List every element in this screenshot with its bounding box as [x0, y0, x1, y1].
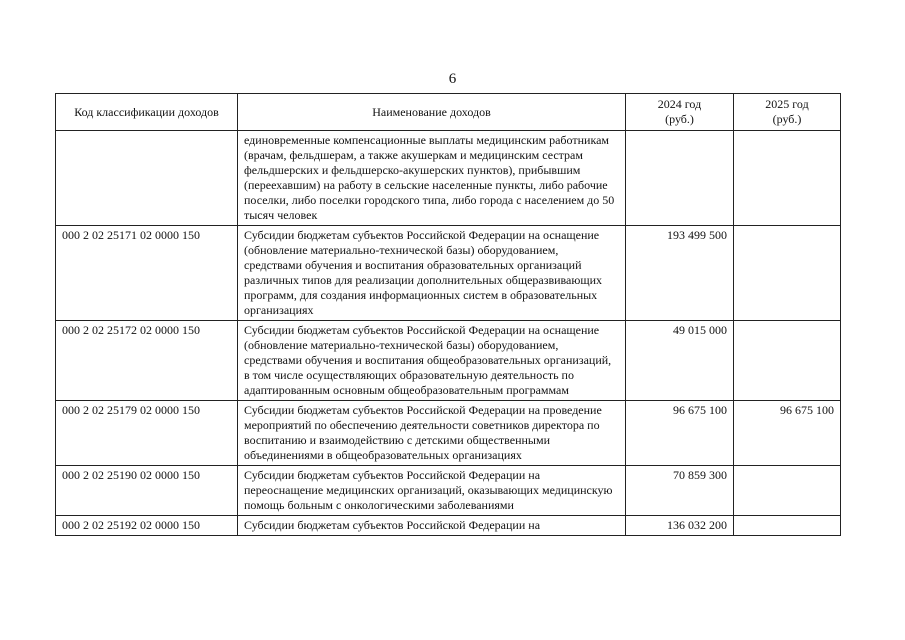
- header-2024: [626, 94, 734, 131]
- revenue-table: [55, 93, 841, 536]
- row-amount-2025: [734, 321, 841, 401]
- row-amount-2025: [734, 516, 841, 536]
- table-row: [56, 401, 841, 466]
- table-row: [56, 321, 841, 401]
- row-amount-2024: 136 032 200: [626, 516, 734, 536]
- row-amount-2025: [734, 226, 841, 321]
- table-row: [56, 516, 841, 536]
- table-header-row: [56, 94, 841, 131]
- header-name: Наименование доходов: [238, 94, 626, 131]
- row-code: 000 2 02 25172 02 0000 150: [56, 321, 238, 401]
- row-amount-2025: [734, 131, 841, 226]
- row-name: Субсидии бюджетам субъектов Российской Федерации на оснащение (обновление материально-технической базы) оборудованием, средствами обучения и воспитания образовательных организаций различных типов для реализации дополнительных общеразвивающих программ, для создания информационных систем в образовательных организациях: [238, 226, 626, 321]
- row-amount-2024: [626, 131, 734, 226]
- header-2025: [734, 94, 841, 131]
- row-name: Субсидии бюджетам субъектов Российской Федерации на проведение мероприятий по обеспечению деятельности советников директора по воспитанию и взаимодействию с детскими общественными объединениями в общеобразовательных организациях: [238, 401, 626, 466]
- header-2025-year: 2025 год: [765, 97, 809, 111]
- header-2024-year: 2024 год: [657, 97, 702, 111]
- table-row: [56, 466, 841, 516]
- row-amount-2025: 96 675 100: [734, 401, 841, 466]
- row-amount-2024: 49 015 000: [626, 321, 734, 401]
- table-row: [56, 226, 841, 321]
- row-amount-2025: [734, 466, 841, 516]
- header-code: Код классификации доходов: [56, 94, 238, 131]
- table-row: [56, 131, 841, 226]
- page-number: 6: [448, 71, 457, 87]
- row-name: Субсидии бюджетам субъектов Российской Федерации на переоснащение медицинских организаций, оказывающих медицинскую помощь больным с онкологическими заболеваниями: [238, 466, 626, 516]
- row-code: 000 2 02 25171 02 0000 150: [56, 226, 238, 321]
- header-2024-unit: (руб.): [665, 112, 694, 126]
- row-code: [56, 131, 238, 226]
- row-amount-2024: 96 675 100: [626, 401, 734, 466]
- row-amount-2024: 70 859 300: [626, 466, 734, 516]
- row-code: 000 2 02 25190 02 0000 150: [56, 466, 238, 516]
- row-code: 000 2 02 25192 02 0000 150: [56, 516, 238, 536]
- row-name: единовременные компенсационные выплаты медицинским работникам (врачам, фельдшерам, а также акушеркам и медицинским сестрам фельдшерских и фельдшерско-акушерских пунктов), прибывшим (переехавшим) на работу в сельские населенные пункты, либо рабочие поселки, либо поселки городского типа, либо города с населением до 50 тысяч человек: [238, 131, 626, 226]
- row-code: 000 2 02 25179 02 0000 150: [56, 401, 238, 466]
- row-name: Субсидии бюджетам субъектов Российской Федерации на: [238, 516, 626, 536]
- row-name: Субсидии бюджетам субъектов Российской Федерации на оснащение (обновление материально-технической базы) оборудованием, средствами обучения и воспитания общеобразовательных организаций, в том числе осуществляющих образовательную деятельность по адаптированным основным общеобразовательным программам: [238, 321, 626, 401]
- header-2025-unit: (руб.): [772, 112, 802, 126]
- row-amount-2024: 193 499 500: [626, 226, 734, 321]
